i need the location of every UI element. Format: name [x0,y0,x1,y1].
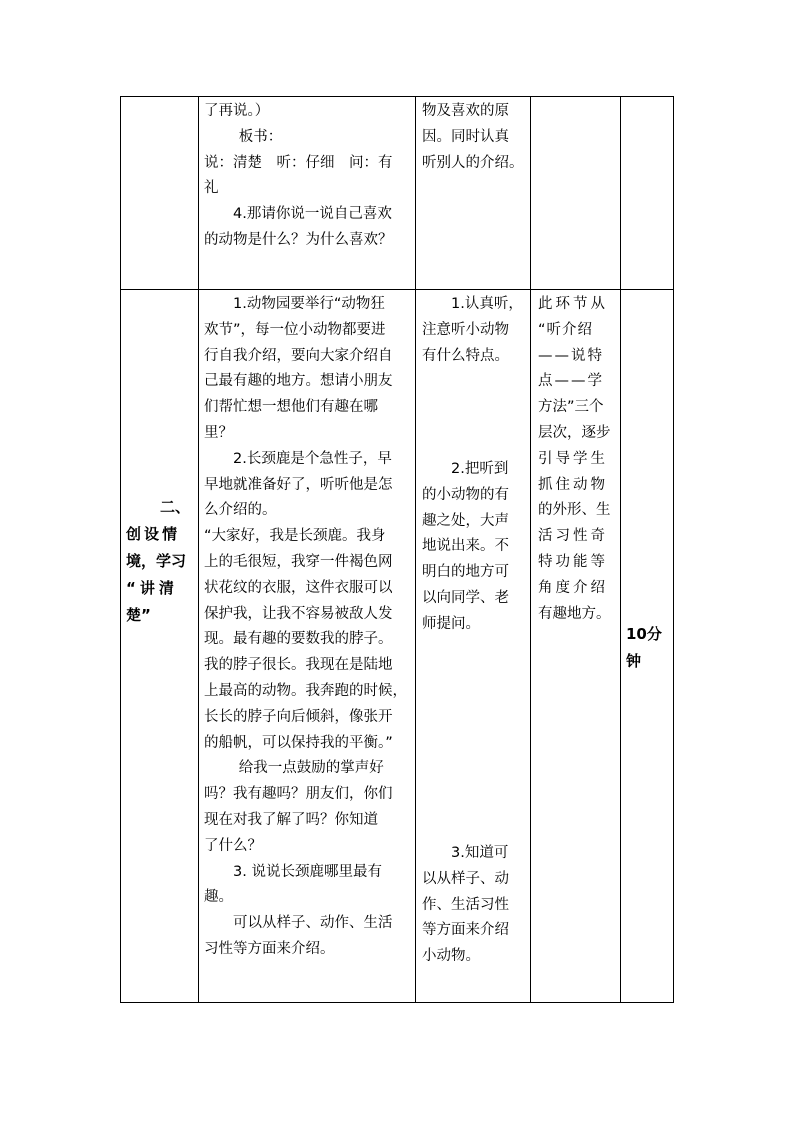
stage-line: 二、 [160,498,191,516]
student-line: 有什么特点。 [422,347,509,364]
intent-line: 抓住动物 [538,476,608,493]
stage-line: 楚” [126,606,151,624]
content-line: 说：清楚 听：仔细 问：有 [204,154,393,171]
student-line: 物及喜欢的原 [422,103,509,119]
column-divider-2 [415,96,416,1003]
stage-line: “讲清 [126,579,178,597]
intent-line: 有趣地方。 [538,605,611,622]
intent-line: 的外形、生 [538,502,611,519]
row2-student-cell [422,292,529,369]
student-line: 注意听小动物 [422,321,509,338]
content-line: 趣。 [204,889,233,906]
content-line: 了再说。） [204,103,270,119]
content-line: 欢节”，每一位小动物都要进 [204,321,386,338]
column-divider-3 [530,96,531,1003]
student-line: 听别人的介绍。 [422,154,524,171]
content-line: 现。最有趣的要数我的脖子。 [204,631,393,648]
content-line: 的船帆，可以保持我的平衡。” [204,734,393,751]
time-line: 10分 [626,625,662,643]
intent-line: 特功能等 [538,553,608,570]
intent-line: 点——学 [538,373,604,390]
table-border-bottom [120,1002,674,1003]
content-line: 里？ [204,424,233,441]
student-line: 1.认真听， [451,296,523,312]
content-line: 了什么？ [204,837,262,854]
row-divider [120,289,674,290]
content-line: 上的毛很短，我穿一件褐色网 [204,553,393,570]
student-line: 小动物。 [422,948,480,965]
content-line: 状花纹的衣服，这件衣服可以 [204,579,393,596]
student-line: 3.知道可 [451,845,509,861]
column-divider-1 [198,96,199,1003]
content-line: 的动物是什么？为什么喜欢？ [204,231,393,248]
content-line: 3. 说说长颈鹿哪里最有 [233,863,382,880]
intent-line: 角度介绍 [538,579,608,596]
row1-content-cell [204,99,414,254]
intent-line: 活习性奇 [538,528,608,545]
row2-intent-cell [538,292,619,627]
row1-student-cell [422,99,529,176]
content-line: 早地就准备好了，听听他是怎 [204,476,393,493]
intent-line: ——说特 [538,347,604,364]
student-line: 的小动物的有 [422,486,509,503]
student-line: 因。同时认真 [422,128,509,145]
content-line: “大家好，我是长颈鹿。我身 [204,528,386,545]
content-line: 我的脖子很长。我现在是陆地 [204,657,393,674]
intent-line: 引导学生 [538,450,608,467]
row2-student-cell-part2 [422,457,529,638]
content-line: 2.长颈鹿是个急性子，早 [233,450,392,467]
table-border-right [673,96,674,1003]
student-line: 师提问。 [422,615,480,632]
time-line: 钟 [626,652,642,670]
table-border-left [120,96,121,1003]
content-line: 保护我，让我不容易被敌人发 [204,605,393,622]
stage-title-cell [126,494,196,629]
intent-line: “听介绍 [538,321,594,338]
student-line: 明白的地方可 [422,564,509,581]
content-line: 们帮忙想一想他们有趣在哪 [204,399,378,416]
lesson-plan-table [120,96,674,1003]
content-line: 板书： [238,128,283,145]
content-line: 给我一点鼓励的掌声好 [238,760,384,777]
student-line: 作、生活习性 [422,896,509,913]
student-line: 地说出来。不 [422,538,509,555]
content-line: 可以从样子、动作、生活 [233,915,393,932]
intent-line: 方法”三个 [538,399,604,416]
row2-student-cell-part3 [422,841,529,970]
intent-line: 此环节从 [538,296,608,312]
content-line: 现在对我了解了吗？你知道 [204,811,378,828]
intent-line: 层次，逐步 [538,424,611,441]
content-line: 4.那请你说一说自己喜欢 [233,206,392,223]
content-line: 上最高的动物。我奔跑的时候， [204,682,407,699]
student-line: 趣之处，大声 [422,512,509,529]
column-divider-4 [620,96,621,1003]
stage-line: 创设情 [126,525,181,543]
student-line: 以从样子、动 [422,870,509,887]
student-line: 2.把听到 [451,461,509,477]
content-line: 1.动物园要举行“动物狂 [233,296,385,312]
time-cell [626,621,672,675]
content-line: 么介绍的。 [204,502,277,519]
row2-content-cell [204,292,414,963]
student-line: 以向同学、老 [422,589,509,606]
content-line: 吗？我有趣吗？朋友们，你们 [204,786,393,803]
table-border-top [120,96,674,97]
content-line: 行自我介绍，要向大家介绍自 [204,347,393,364]
student-line: 等方面来介绍 [422,922,509,939]
content-line: 礼 [204,180,219,197]
stage-line: 境，学习 [126,552,187,570]
content-line: 习性等方面来介绍。 [204,940,335,957]
content-line: 长长的脖子向后倾斜，像张开 [204,708,393,725]
content-line: 己最有趣的地方。想请小朋友 [204,373,393,390]
